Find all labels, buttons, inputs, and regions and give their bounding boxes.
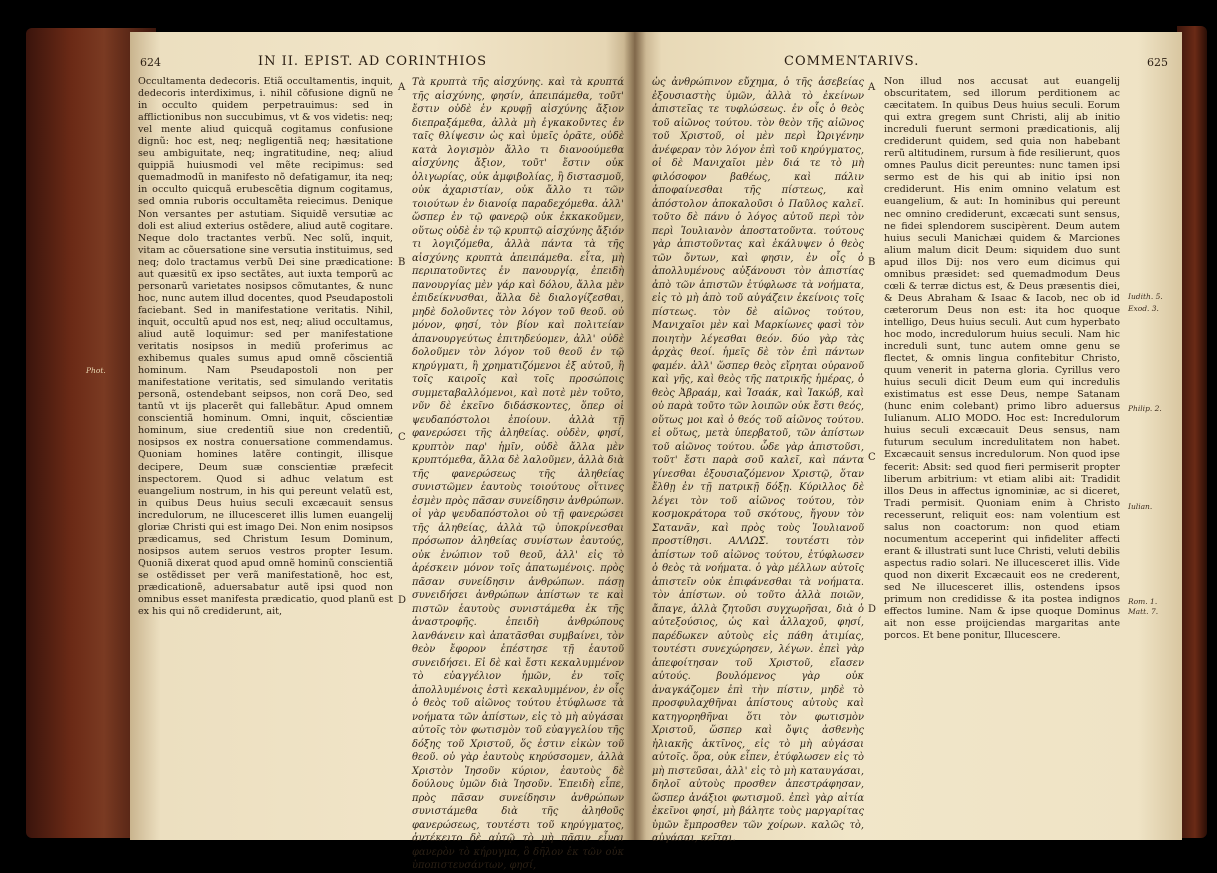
margin-note-4: Iulian. bbox=[1128, 502, 1153, 511]
left-page bbox=[130, 32, 636, 871]
right-page bbox=[634, 32, 1182, 844]
left-page-number: 624 bbox=[140, 56, 161, 69]
right-greek-text: ὡς ἀνθρώπινον εὔχημα, ὁ τῆς ἀσεβείας ἐξουσιαστὴς ὑμῶν, ἀλλὰ τὸ ἐκείνων ἀπιστεῖας τε τυφλώσεως. ἐν οἷς ὁ θεὸς τοῦ αἰῶνος τούτου. τὸν θεὸν τῆς αἰῶνος τοῦ Χριστοῦ, οἱ μὲν περὶ Ὠριγένην ἀνέφεραν τὸν λόγον ἐπὶ τοῦ κηρύγματος, οἱ δὲ Μανιχαῖοι μὲν διά τε τὸ μὴ φιλόσοφον βαθέως, καὶ πάλιν ἀποφαίνεσθαι τῆς πίστεως, καὶ ἀπόστολον ἀποκαλοῦσι ὁ Παῦλος καλεῖ. τοῦτο δὲ πάνυ ὁ λόγος αὐτοῦ περὶ τὸν περὶ Ἰουλιανὸν ἀποστατοῦντα. τούτους γὰρ ἀπιστοῦντας καὶ ἐκάλυψεν ὁ θεὸς τῶν ὄντων, καὶ φησιν, ἐν οἷς ὁ ἀπολλυμένους αὐξάνουσι τὸν ἀπιστίας ἀπὸ τῶν ἀπιστῶν ἐτύφλωσε τὰ νοήματα, εἰς τὸ μὴ ἀπὸ τοῦ αὐγάζειν ἐκείνοις τοῖς πίστεως. τὸν δὲ αἰῶνος τούτου, Μανιχαῖοι μὲν καὶ Μαρκίωνες φασὶ τὸν ποιητὴν λέγεσθαι θεόν. δύο γὰρ τὰς ἀρχὰς θεοί. ἡμεῖς δὲ τὸν ἐπὶ πάντων φαμέν. ἀλλ' ὥσπερ θεὸς εἴρηται οὐρανοῦ καὶ γῆς, καὶ θεὸς τῆς πατρικῆς ἡμέρας, ὁ θεὸς Ἀβραάμ, καὶ Ἰσαάκ, καὶ Ἰακώβ, καὶ οὐ παρὰ τοῦτο τῶν λοιπῶν οὐκ ἔστι θεός, οὕτως μοι καὶ ὁ θεός τοῦ αἰῶνος τούτου. εἰ οὕτως, μετὰ ὑπερβατοῦ, τῶν ἀπίστων τοῦ αἰῶνος τούτου. ὧδε γὰρ ἀπιστοῦσι, τοῦτ' ἔστι παρὰ σοῦ καλεῖ, καὶ πάντα γίνεσθαι ἐξουσιαζόμενον Χριστῷ, ὅταν ἔλθῃ ἐν τῇ πατρικῇ δόξῃ. Κύριλλος δὲ λέγει τὸν τοῦ αἰῶνος τούτου, τὸν κοσμοκράτορα τοῦ σκότους, ἤγουν τὸν Σατανᾶν, καὶ πρὸς τοὺς Ἰουλιανοῦ προστίθησι. ΑΛΛΩΣ. τουτέστι τὸν ἀπίστων τοῦ αἰῶνος τούτου, ἐτύφλωσεν ὁ θεὸς τὰ νοήματα. ὁ γὰρ μέλλων αὐτοῖς ἀπιστεῖν οὐκ ἐπιφάνεσθαι τὰ νοήματα. τὸν ἀπίστων. οὐ τοῦτο ἀλλὰ ποιῶν, ἄπαγε, ἀλλὰ ζητοῦσι συγχωρῆσαι, διὰ ὁ αὐτεξούσιος, ὡς καὶ ἀλλαχοῦ, φησί, παρέδωκεν αὐτοὺς εἰς πάθη ἀτιμίας, τουτέστι συνεχώρησεν, λέγων. ἐπεὶ γὰρ ἀπεφοίτησαν τοῦ Χριστοῦ, εἴασεν αὐτούς. βουλόμενος γὰρ οὐκ ἀναγκάζομεν ἐπὶ τὴν πίστιν, μηδὲ τὸ προσφυλαχθῆναι ἀπίστους αὐτοὺς καὶ κατηγορηθῆναι ὅτι τὸν φωτισμὸν Χριστοῦ, ὥσπερ καὶ ὄψις ἀσθενὴς ἡλιακῆς ἀκτῖνος, εἰς τὸ μὴ αὐγάσαι αὐτοῖς. ὅρα, οὐκ εἶπεν, ἐτύφλωσεν εἰς τὸ μὴ πιστεῦσαι, ἀλλ' εἰς τὸ μὴ καταυγάσαι, δηλοῖ αὐτοὺς προσθεν ἀπεστράφησαν, ὥσπερ ἀνάξιοι φωτισμοῦ. ἐπεὶ γὰρ αἰτία ἐκεῖνοι φησί, μὴ βάλητε τοὺς μαργαρίτας ὑμῶν ἔμπροσθεν τῶν χοίρων. καλῶς τὸ, αὐγάσαι, κεῖται. bbox=[652, 77, 864, 844]
right-greek-column bbox=[652, 76, 864, 844]
right-marker-a: A bbox=[868, 82, 876, 93]
right-marker-c: C bbox=[868, 452, 876, 463]
left-side-note: Phot. bbox=[86, 366, 106, 375]
right-marker-b: B bbox=[868, 257, 876, 268]
book-gutter bbox=[624, 32, 646, 840]
margin-note-2: Exod. 3. bbox=[1128, 304, 1159, 313]
left-latin-text: Occultamenta dedecoris. Etiã occultamentis, inquit, dedecoris interdiximus, i. nihil cõfusione dignũ ne in occulto quidem perpetrauimus: sed in afflictionibus non succubimus, vt & vos videtis: neq; vel mente aliud quicquã cogitamus confusione dignũ: hoc est, neq; negligentiã neq; hæsitatione seu ambiguitate, neq; ingratitudine, neq; aliud quippiã huiusmodi vel mẽte recipimus: sed quemadmodũ in manifesto nõ defatigamur, ita neq; in occulto quicquã erubescẽtia dignum cogitamus, sed omnia ruboris occultamẽta reiecimus. Denique Non versantes per astutiam. Siquidẽ versutiæ ac doli est aliud exterius ostẽdere, aliud autẽ cogitare. Neque dolo tractantes verbũ. Nec solũ, inquit, vitam ac cõuersatione sine versutia instituimus, sed neq; dolo tractamus verbũ Dei sine prædicatione: aut quæsitũ ex ipso sectãtes, aut iuxta temporũ ac personarũ varietates nosipsos cõmutantes, & nunc hoc, nunc autem illud docentes, quod Pseudapostoli faciebant. Sed in manifestatione veritatis. Nihil, inquit, occultũ apud nos est, neq; aliud occultamus, aliud autẽ loquimur: sed per manifestatione veritatis nosipsos in mediũ proferimus ac exhibemus quales sumus apud omnẽ cõscientiã hominum. Nam Pseudapostoli non per manifestatione veritatis, sed simulando veritatis personã, ostendebant seipsos, non corã Deo, sed tantũ vt ijs placerẽt qui fallebãtur. Apud omnem conscientiã hominum. Omni, inquit, cõscientiæ hominum, siue credentiũ siue non credentiũ, nosipsos ex nostra conuersatione commendamus. Quoniam homines latẽre contingit, illisque decipere, Deum suæ conscientiæ præfecit inspectorem. Quod si adhuc velatum est euangelium nostrum, in his qui pereunt velatũ est, in quibus Deus huius seculi excæcauit sensus incredulorum, ne illucesceret illis lumen euangelij gloriæ Christi qui est imago Dei. Non enim nosipsos prædicamus, sed Christum Iesum Dominum, nosipsos autem seruos vestros propter Iesum. Quoniã dixerat quod apud omnẽ hominũ conscientiã se ostẽdisset per verã manifestationẽ, hoc est, prædicationẽ, aduersabatur autẽ ipsi quod non omnibus esset manifesta prædicatio, quod planũ est ex his qui nõ crediderunt, ait, bbox=[138, 76, 393, 618]
left-greek-text: Τὰ κρυπτὰ τῆς αἰσχύνης. καὶ τὰ κρυπτά τῆς αἰσχύνης, φησίν, ἀπειπάμεθα, τοῦτ' ἔστιν οὐδὲ ἐν κρυφῇ αἰσχύνης ἄξιον διεπραξάμεθα, ἀλλὰ μὴ ἐγκακοῦντες ἐν ταῖς θλίψεσιν ὡς καὶ ὑμεῖς ὁρᾶτε, οὐδὲ κατὰ λογισμὸν ἄλλο τι διανοούμεθα αἰσχύνης ἄξιον, τοῦτ' ἔστιν οὐκ ὀλιγωρίας, οὐκ ἀμφιβολίας, ἢ διστασμοῦ, οὐκ ἀχαριστίαν, οὐκ ἄλλο τι τῶν τοιούτων ἐν διανοίᾳ παραδεχόμεθα. ἀλλ' ὥσπερ ἐν τῷ φανερῷ οὐκ ἐκκακοῦμεν, οὕτως οὐδὲ ἐν τῷ κρυπτῷ αἰσχύνης ἄξιόν τι λογιζόμεθα, ἀλλὰ πάντα τὰ τῆς αἰσχύνης κρυπτὰ ἀπειπάμεθα. εἶτα, μὴ περιπατοῦντες ἐν πανουργίᾳ, ἐπειδὴ πανουργίας μὲν γάρ καὶ δόλου, ἄλλα μὲν ἐπιδείκνυσθαι, ἄλλα δὲ διαλογίζεσθαι, μηδὲ δολοῦντες τὸν λόγον τοῦ θεοῦ. οὐ μόνον, φησί, τὸν βίον καὶ πολιτείαν ἀπανουργεύτως ἐπιτηδεύομεν, ἀλλ' οὐδὲ δολοῦμεν τὸν λόγον τοῦ θεοῦ ἐν τῷ κηρύγματι, ἢ χρηματιζόμενοι ἐξ αὐτοῦ, ἢ τοῖς καιροῖς καὶ τοῖς προσώποις συμμεταβαλλόμενοι, καὶ ποτὲ μὲν τοῦτο, νῦν δὲ ἐκεῖνο διδάσκοντες, ὅπερ οἱ ψευδαπόστολοι ἐποίουν. ἀλλὰ τῇ φανερώσει τῆς ἀληθείας. οὐδὲν, φησί, κρυπτὸν παρ' ἡμῖν, οὐδὲ ἄλλα μὲν κρυπτόμεθα, ἄλλα δὲ λαλοῦμεν, ἀλλὰ διὰ τῆς φανερώσεως τῆς ἀληθείας συνιστῶμεν ἑαυτοὺς τοιούτους οἵτινες ἐσμὲν πρὸς πᾶσαν συνείδησιν ἀνθρώπων. οἱ γὰρ ψευδαπόστολοι οὐ τῇ φανερώσει τῆς ἀληθείας, ἀλλὰ τῷ ὑποκρίνεσθαι πρόσωπον ἀληθείας συνίστων ἑαυτούς, οὐκ ἐνώπιον τοῦ θεοῦ, ἀλλ' εἰς τὸ ἀρέσκειν μόνον τοῖς ἀπατωμένοις. πρὸς πᾶσαν συνείδησιν ἀνθρώπων. πάσῃ συνειδήσει ἀνθρώπων ἀπίστων τε καὶ πιστῶν ἑαυτοὺς συνιστάμεθα ἐκ τῆς ἀναστροφῆς. ἐπειδὴ ἀνθρώπους λανθάνειν καὶ ἀπατᾶσθαι συμβαίνει, τὸν θεὸν ἔφορον ἐπέστησε τῇ ἑαυτοῦ συνειδήσει. Εἰ δὲ καὶ ἔστι κεκαλυμμένον τὸ εὐαγγέλιον ἡμῶν, ἐν τοῖς ἀπολλυμένοις ἐστὶ κεκαλυμμένον, ἐν οἷς ὁ θεὸς τοῦ αἰῶνος τούτου ἐτύφλωσε τὰ νοήματα τῶν ἀπίστων, εἰς τὸ μὴ αὐγάσαι αὐτοῖς τὸν φωτισμὸν τοῦ εὐαγγελίου τῆς δόξης τοῦ Χριστοῦ, ὅς ἐστιν εἰκὼν τοῦ θεοῦ. οὐ γὰρ ἑαυτοὺς κηρύσσομεν, ἀλλὰ Χριστὸν Ἰησοῦν κύριον, ἑαυτοὺς δὲ δούλους ὑμῶν διὰ Ἰησοῦν. Ἐπειδὴ εἶπε, πρὸς πᾶσαν συνείδησιν ἀνθρώπων συνιστάμεθα διὰ τῆς ἀληθοῦς φανερώσεως, τουτέστι τοῦ κηρύγματος, ἀντέκειτο δὲ αὐτῷ τὸ μὴ πᾶσιν εἶναι φανερὸν τὸ κήρυγμα, ὃ δῆλον ἐκ τῶν οὐκ ὑποπιστευσάντων, φησί, bbox=[412, 77, 624, 871]
open-book bbox=[12, 18, 1207, 871]
margin-note-1: Iudith. 5. bbox=[1128, 292, 1163, 301]
left-latin-column bbox=[138, 76, 393, 836]
right-page-number: 625 bbox=[1147, 56, 1168, 69]
margin-note-5: Rom. 1. bbox=[1128, 597, 1158, 606]
margin-note-6: Matt. 7. bbox=[1128, 607, 1159, 616]
right-page-header: COMMENTARIVS. bbox=[784, 54, 920, 69]
right-latin-column bbox=[884, 76, 1120, 836]
left-marker-b: B bbox=[398, 257, 406, 268]
right-marker-d: D bbox=[868, 604, 877, 615]
margin-note-3: Philip. 2. bbox=[1128, 404, 1162, 413]
left-greek-column bbox=[412, 76, 624, 871]
left-page-header: IN II. EPIST. AD CORINTHIOS bbox=[258, 54, 488, 69]
right-latin-text: Non illud nos accusat aut euangelij obscuritatem, sed illorum perditionem ac cæcitatem. In quibus Deus huius seculi. Eorum qui extra gregem sunt Christi, alij ab initio increduli fuerunt sermoni prædicationis, alij crediderunt quidem, sed quia non habebant rerũ altitudinem, rursum à fide resilierunt, quos omnes Paulus dicit pereuntes: nunc tamen ipsi sermo est de his qui ab initio ipsi non crediderunt. His enim omnino velatum est euangelium, & aut: In hominibus qui pereunt nec omnino crediderunt, excæcati sunt sensus, ne fidei splendorem suscipèrent. Deum autem huius seculi Manichæi quidem & Marciones alium malum dicit Deum: siquidem duo sunt apud illos Dij: nos vero eum dicimus qui omnibus præsidet: sed quemadmodum Deus cœli & terræ dictus est, & Deus præsentis diei, & Deus Abraham & Isaac & Iacob, nec ob id cæterorum Deus non est: ita hoc quoque intelligo, Deus huius seculi. Aut cum hyperbato hoc modo, incredulorum huius seculi. Nam hic increduli sunt, tunc autem omne genu se flectet, & omnis lingua confitebitur Christo, quum venerit in paterna gloria. Cyrillus vero huius seculi dicit Deum eum qui incredulis existimatus est esse Deus, nempe Satanam (hunc enim colebant) primo libro aduersus Iulianum. ALIO MODO. Hoc est: Incredulorum huius seculi excæcauit Deus sensus, nam futurum seculum incredulitatem non habet. Excæcauit sensus incredulorum. Non quod ipse fecerit: Absit: sed quod fieri permiserit propter liberum arbitrium: vt etiam alibi ait: Tradidit illos Deus in affectus ignominiæ, ac si diceret, Tradi permisit. Quoniam enim à Christo recesserunt, reliquit eos: nam volentium est salus non coactorum: non quod etiam nocumentum acceperint qui infideliter affecti erant & illustrati sunt luce Christi, veluti debilis aspectus radio solari. Ne illucesceret illis. Vide quod non dixerit Excæcauit eos ne crederent, sed Ne illucesceret illis, ostendens ipsos primum non credidisse & ita postea indignos effectos lumine. Nam & ipse quoque Dominus ait non esse proijciendas margaritas ante porcos. Et bene ponitur, Illucescere. bbox=[884, 76, 1120, 642]
left-marker-d: D bbox=[398, 595, 407, 606]
left-marker-a: A bbox=[398, 82, 406, 93]
left-marker-c: C bbox=[398, 432, 406, 443]
